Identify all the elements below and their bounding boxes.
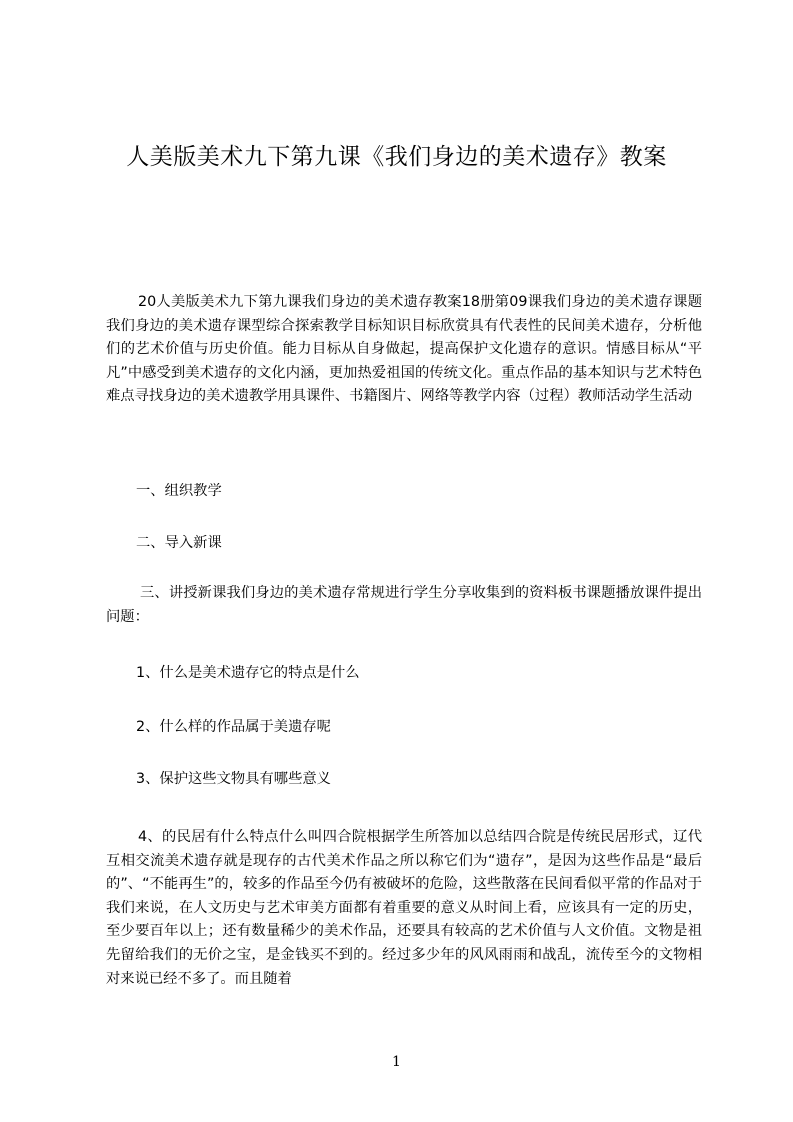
body-paragraph: 4、的民居有什么特点什么叫四合院根据学生所答加以总结四合院是传统民居形式，辽代互相交流美术遗存就是现存的古代美术作品之所以称它们为“遗存”，是因为这些作品是“最后的”、“不能再生”的，较多的作品至今仍有被破坏的危险，这些散落在民间看似平常的作品对于我们来说，在人文历史与艺术审美方面都有着重要的意义从时间上看，应该具有一定的历史，至少要百年以上；还有数量稀少的美术作品，还要具有较高的艺术价值与人文价值。文物是祖先留给我们的无价之宝，是金钱买不到的。经过多少年的风风雨雨和战乱，流传至今的文物相对来说已经不多了。而且随着 <box>106 829 702 987</box>
page-number: 1 <box>392 1054 401 1070</box>
section-organize-teaching: 一、组织教学 <box>136 483 222 499</box>
section-introduce-lesson: 二、导入新课 <box>136 535 222 551</box>
question-3: 3、保护这些文物具有哪些意义 <box>136 771 331 787</box>
section-teach-new-lesson: 三、讲授新课我们身边的美术遗存常规进行学生分享收集到的资料板书课题播放课件提出问题： <box>106 585 702 625</box>
intro-paragraph: 20人美版美术九下第九课我们身边的美术遗存教案18册第09课我们身边的美术遗存课题我们身边的美术遗存课型综合探索教学目标知识目标欣赏具有代表性的民间美术遗存，分析他们的艺术价值与历史价值。能力目标从自身做起，提高保护文化遗存的意识。情感目标从“平凡”中感受到美术遗存的文化内涵，更加热爱祖国的传统文化。重点作品的基本知识与艺术特色难点寻找身边的美术遗教学用具课件、书籍图片、网络等教学内容（过程）教师活动学生活动 <box>106 294 702 405</box>
document-title: 人美版美术九下第九课《我们身边的美术遗存》教案 <box>126 144 667 170</box>
question-1: 1、什么是美术遗存它的特点是什么 <box>136 665 360 681</box>
question-2: 2、什么样的作品属于美遗存呢 <box>136 719 331 735</box>
